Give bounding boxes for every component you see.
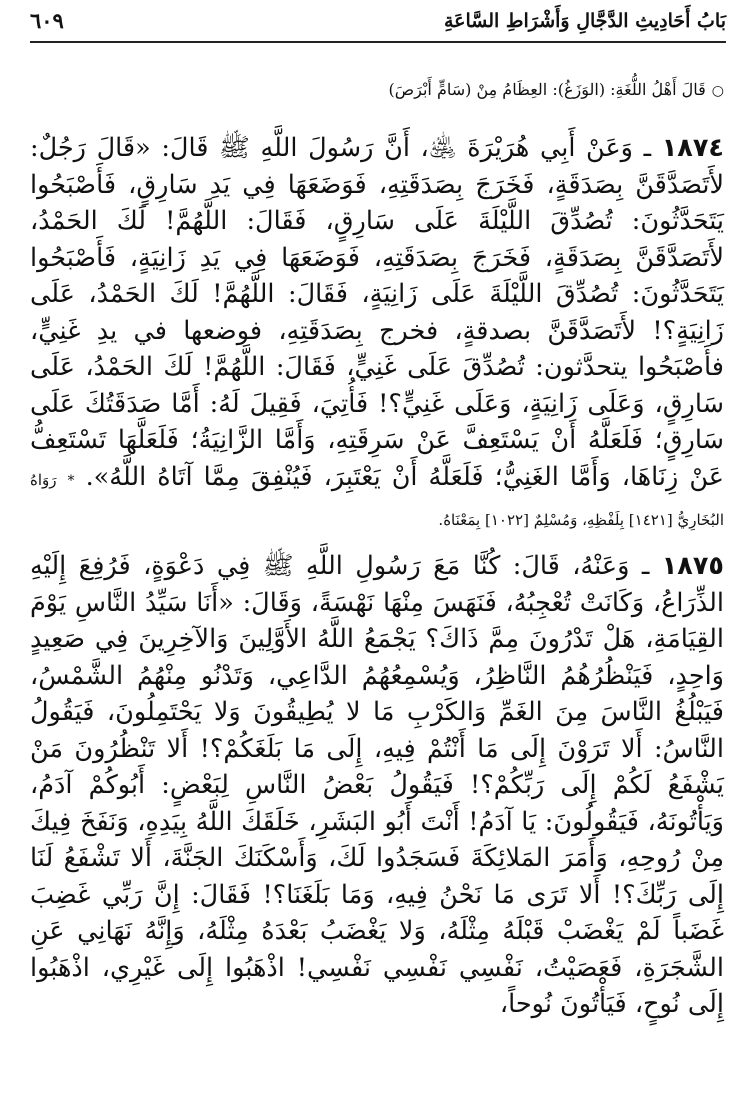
hadith-number: ١٨٧٤ bbox=[661, 133, 724, 163]
lexical-note bbox=[30, 80, 724, 99]
hadith-1875 bbox=[30, 548, 724, 1023]
chapter-title: بَابُ أَحَادِيثِ الدَّجَّالِ وَأَشْرَاطِ السَّاعَةِ bbox=[443, 10, 726, 32]
running-header bbox=[30, 8, 726, 40]
page-number: ٦٠٩ bbox=[30, 8, 64, 33]
hadith-1874 bbox=[30, 130, 724, 539]
source-reference: رَوَاهُ البُخَارِيُّ [١٤٢١] بِلَفْظِهِ، وَمُسْلِمٌ [١٠٢٢] بِمَعْنَاهُ. bbox=[30, 470, 724, 529]
hadith-text: ـ وَعَنْ أَبِي هُرَيْرَةَ ﵁، أَنَّ رَسُولَ اللَّهِ ﷺ قَالَ: «قَالَ رَجُلٌ: لأَتَصَدَّقَنَّ بِصَدَقَةٍ، فَخَرَجَ بِصَدَقَتِهِ، فَوَضَعَهَا فِي يَدِ سَارِقٍ، فَأَصْبَحُوا يَتَحَدَّثُونَ: تُصُدِّقَ اللَّيْلَةَ عَلَى سَارِقٍ، فَقَالَ: اللَّهُمَّ! لَكَ الحَمْدُ، لأَتَصَدَّقَنَّ بِصَدَقَةٍ، فَخَرَجَ بِصَدَقَتِهِ، فَوَضَعَهَا فِي يَدِ زَانِيَةٍ، فَأَصْبَحُوا يَتَحَدَّثُونَ: تُصُدِّقَ اللَّيْلَةَ عَلَى زَانِيَةٍ، فَقَالَ: اللَّهُمَّ! لَكَ الحَمْدُ، عَلَى زَانِيَةٍ؟! لأَتَصَدَّقَنَّ بصدقةٍ، فخرج بِصَدَقَتِهِ، فوضعها في يدِ غَنِيٍّ، فأَصْبَحُوا يتحدَّثون: تُصُدِّقَ عَلَى غَنِيٍّ، فَقَالَ: اللَّهُمَّ! لَكَ الحَمْدُ، عَلَى سَارِقٍ، وَعَلَى زَانِيَةٍ، وَعَلَى غَنِيٍّ؟! فَأُتِيَ، فَقِيلَ لَهُ: أَمَّا صَدَقَتُكَ عَلَى سَارِقٍ؛ فَلَعَلَّهُ أَنْ يَسْتَعِفَّ عَنْ سَرِقَتِهِ، وَأَمَّا الزَّانِيَةُ؛ فَلَعَلَّهَا تَسْتَعِفُّ عَنْ زِنَاهَا، وَأَمَّا الغَنِيُّ؛ فَلَعَلَّهُ أَنْ يَعْتَبِرَ، فَيُنْفِقَ مِمَّا آتَاهُ اللَّهُ». bbox=[30, 133, 724, 492]
hadith-text: ـ وَعَنْهُ، قَالَ: كُنَّا مَعَ رَسُولِ اللَّهِ ﷺ فِي دَعْوَةٍ، فَرُفِعَ إِلَيْهِ الذِّرَاعُ، وَكَانَتْ تُعْجِبُهُ، فَنَهَسَ مِنْهَا نَهْسَةً، وَقَالَ: «أَنَا سَيِّدُ النَّاسِ يَوْمَ القِيَامَةِ، هَلْ تَدْرُونَ مِمَّ ذَاكَ؟ يَجْمَعُ اللَّهُ الأَوَّلِينَ وَالآخِرِينَ فِي صَعِيدٍ وَاحِدٍ، فَيَنْظُرُهُمُ النَّاظِرُ، وَيُسْمِعُهُمُ الدَّاعِي، وَتَدْنُو مِنْهُمُ الشَّمْسُ، فَيَبْلُغُ النَّاسَ مِنَ الغَمِّ وَالكَرْبِ مَا لا يُطِيقُونَ وَلا يَحْتَمِلُونَ، فَيَقُولُ النَّاسُ: أَلا تَرَوْنَ إِلَى مَا أَنْتُمْ فِيهِ، إِلَى مَا بَلَغَكُمْ؟! أَلا تَنْظُرُونَ مَنْ يَشْفَعُ لَكُمْ إِلَى رَبِّكُمْ؟! فَيَقُولُ بَعْضُ النَّاسِ لِبَعْضٍ: أَبُوكُمْ آدَمُ، وَيَأْتُونَهُ، فَيَقُولُونَ: يَا آدَمُ! أَنْتَ أَبُو البَشَرِ، خَلَقَكَ اللَّهُ بِيَدِهِ، وَنَفَخَ فِيكَ مِنْ رُوحِهِ، وَأَمَرَ المَلائِكَةَ فَسَجَدُوا لَكَ، وَأَسْكَنَكَ الجَنَّةَ، أَلا تَشْفَعُ لَنَا إِلَى رَبِّكَ؟! أَلا تَرَى مَا نَحْنُ فِيهِ، وَمَا بَلَغَنَا؟! فَقَالَ: إِنَّ رَبِّي غَضِبَ غَضَباً لَمْ يَغْضَبْ قَبْلَهُ مِثْلَهُ، وَلا يَغْضَبُ بَعْدَهُ مِثْلَهُ، وَإِنَّهُ نَهَانِي عَنِ الشَّجَرَةِ، فَعَصَيْتُ، نَفْسِي نَفْسِي نَفْسِي! اذْهَبُوا إِلَى غَيْرِي، اذْهَبُوا إِلَى نُوحٍ، فَيَأْتُونَ نُوحاً، bbox=[30, 551, 724, 1019]
circle-bullet-icon: ○ bbox=[711, 83, 724, 99]
lexical-note-text: قَالَ أَهْلُ اللُّغَةِ: (الوَزَغُ): العِظَامُ مِنْ (سَامٍّ أَبْرَصَ) bbox=[388, 80, 706, 99]
star-icon: * bbox=[67, 472, 75, 489]
header-divider bbox=[30, 41, 726, 43]
hadith-number: ١٨٧٥ bbox=[661, 551, 724, 581]
